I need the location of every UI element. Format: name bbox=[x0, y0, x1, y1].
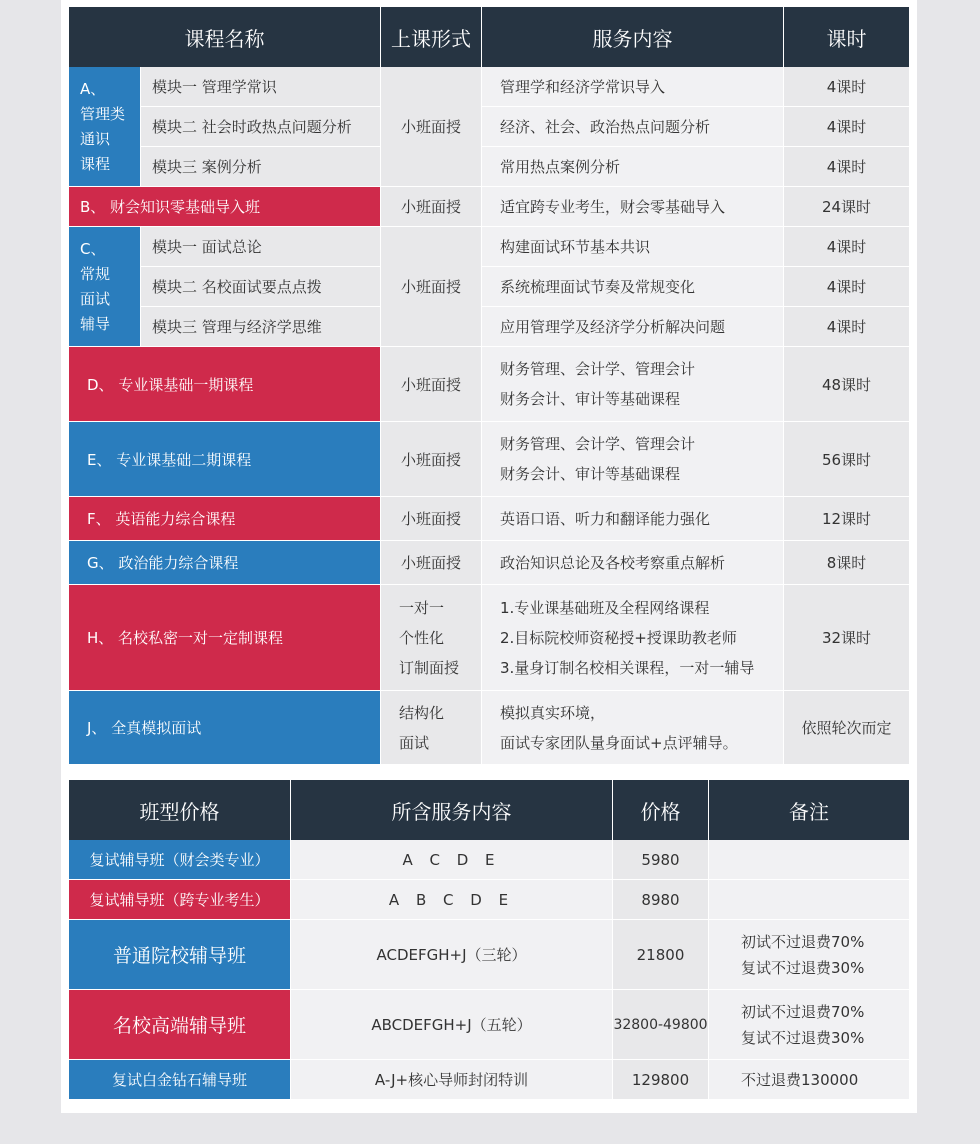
course-b-hours: 24课时 bbox=[784, 187, 909, 227]
course-e-content: 财务管理、会计学、管理会计 财务会计、审计等基础课程 bbox=[482, 422, 784, 497]
price-row-services: A B C D E bbox=[291, 880, 613, 920]
course-d-hours: 48课时 bbox=[784, 347, 909, 422]
table-row bbox=[69, 497, 909, 541]
price-row-note bbox=[709, 840, 909, 880]
price-row-price: 32800-49800 bbox=[613, 990, 709, 1060]
table-row bbox=[69, 1060, 909, 1100]
price-row-name: 名校高端辅导班 bbox=[69, 990, 291, 1060]
price-row-note bbox=[709, 880, 909, 920]
module-name: 模块三 管理与经济学思维 bbox=[141, 307, 381, 347]
course-b-label: B、 财会知识零基础导入班 bbox=[69, 187, 381, 227]
course-g-label: G、 政治能力综合课程 bbox=[69, 541, 381, 585]
table-row bbox=[69, 147, 909, 187]
table-row bbox=[69, 541, 909, 585]
table-row bbox=[69, 67, 909, 107]
price-row-price: 129800 bbox=[613, 1060, 709, 1100]
course-f-content: 英语口语、听力和翻译能力强化 bbox=[482, 497, 784, 541]
header-class-price: 班型价格 bbox=[69, 780, 291, 840]
course-f-mode: 小班面授 bbox=[381, 497, 482, 541]
module-content: 经济、社会、政治热点问题分析 bbox=[482, 107, 784, 147]
table-row bbox=[69, 422, 909, 497]
course-a-label: A、 管理类 通识 课程 bbox=[69, 67, 141, 187]
module-content: 管理学和经济学常识导入 bbox=[482, 67, 784, 107]
module-name: 模块三 案例分析 bbox=[141, 147, 381, 187]
table-row bbox=[69, 107, 909, 147]
table-row bbox=[69, 187, 909, 227]
module-hours: 4课时 bbox=[784, 307, 909, 347]
course-e-hours: 56课时 bbox=[784, 422, 909, 497]
price-row-name: 普通院校辅导班 bbox=[69, 920, 291, 990]
price-row-note: 初试不过退费70% 复试不过退费30% bbox=[709, 920, 909, 990]
price-row-note: 初试不过退费70% 复试不过退费30% bbox=[709, 990, 909, 1060]
module-name: 模块一 管理学常识 bbox=[141, 67, 381, 107]
course-h-hours: 32课时 bbox=[784, 585, 909, 691]
course-g-hours: 8课时 bbox=[784, 541, 909, 585]
course-h-mode: 一对一 个性化 订制面授 bbox=[381, 585, 482, 691]
price-table bbox=[69, 780, 909, 1100]
course-b-content: 适宜跨专业考生，财会零基础导入 bbox=[482, 187, 784, 227]
table-row bbox=[69, 880, 909, 920]
course-f-label: F、 英语能力综合课程 bbox=[69, 497, 381, 541]
course-j-label: J、 全真模拟面试 bbox=[69, 691, 381, 765]
course-table-header bbox=[69, 7, 909, 67]
price-row-services: ACDEFGH+J（三轮） bbox=[291, 920, 613, 990]
course-c-mode: 小班面授 bbox=[381, 227, 482, 347]
table-row bbox=[69, 585, 909, 691]
module-hours: 4课时 bbox=[784, 107, 909, 147]
module-content: 常用热点案例分析 bbox=[482, 147, 784, 187]
price-row-services: ABCDEFGH+J（五轮） bbox=[291, 990, 613, 1060]
header-course-name: 课程名称 bbox=[69, 7, 381, 67]
table-row bbox=[69, 347, 909, 422]
module-hours: 4课时 bbox=[784, 227, 909, 267]
price-row-services: A C D E bbox=[291, 840, 613, 880]
course-e-mode: 小班面授 bbox=[381, 422, 482, 497]
header-price: 价格 bbox=[613, 780, 709, 840]
module-content: 构建面试环节基本共识 bbox=[482, 227, 784, 267]
header-hours: 课时 bbox=[784, 7, 909, 67]
price-row-name: 复试辅导班（财会类专业） bbox=[69, 840, 291, 880]
table-row bbox=[69, 691, 909, 765]
price-row-price: 21800 bbox=[613, 920, 709, 990]
table-row bbox=[69, 307, 909, 347]
course-a-mode: 小班面授 bbox=[381, 67, 482, 187]
course-d-label: D、 专业课基础一期课程 bbox=[69, 347, 381, 422]
header-mode: 上课形式 bbox=[381, 7, 482, 67]
module-hours: 4课时 bbox=[784, 147, 909, 187]
header-note: 备注 bbox=[709, 780, 909, 840]
price-row-name: 复试辅导班（跨专业考生） bbox=[69, 880, 291, 920]
table-row bbox=[69, 920, 909, 990]
module-hours: 4课时 bbox=[784, 267, 909, 307]
table-row bbox=[69, 227, 909, 267]
price-row-note: 不过退费130000 bbox=[709, 1060, 909, 1100]
course-d-mode: 小班面授 bbox=[381, 347, 482, 422]
price-table-header bbox=[69, 780, 909, 840]
course-j-hours: 依照轮次而定 bbox=[784, 691, 909, 765]
price-row-services: A-J+核心导师封闭特训 bbox=[291, 1060, 613, 1100]
table-row bbox=[69, 990, 909, 1060]
table-row bbox=[69, 840, 909, 880]
course-b-mode: 小班面授 bbox=[381, 187, 482, 227]
price-row-price: 5980 bbox=[613, 840, 709, 880]
price-row-name: 复试白金钻石辅导班 bbox=[69, 1060, 291, 1100]
course-j-mode: 结构化 面试 bbox=[381, 691, 482, 765]
header-content: 服务内容 bbox=[482, 7, 784, 67]
course-g-content: 政治知识总论及各校考察重点解析 bbox=[482, 541, 784, 585]
price-row-price: 8980 bbox=[613, 880, 709, 920]
header-services: 所含服务内容 bbox=[291, 780, 613, 840]
course-j-content: 模拟真实环境， 面试专家团队量身面试+点评辅导。 bbox=[482, 691, 784, 765]
module-content: 系统梳理面试节奏及常规变化 bbox=[482, 267, 784, 307]
course-e-label: E、 专业课基础二期课程 bbox=[69, 422, 381, 497]
course-g-mode: 小班面授 bbox=[381, 541, 482, 585]
course-f-hours: 12课时 bbox=[784, 497, 909, 541]
module-hours: 4课时 bbox=[784, 67, 909, 107]
module-name: 模块一 面试总论 bbox=[141, 227, 381, 267]
course-d-content: 财务管理、会计学、管理会计 财务会计、审计等基础课程 bbox=[482, 347, 784, 422]
table-row bbox=[69, 267, 909, 307]
module-content: 应用管理学及经济学分析解决问题 bbox=[482, 307, 784, 347]
course-h-label: H、 名校私密一对一定制课程 bbox=[69, 585, 381, 691]
course-h-content: 1.专业课基础班及全程网络课程 2.目标院校师资秘授+授课助教老师 3.量身订制名校相关课程，一对一辅导 bbox=[482, 585, 784, 691]
module-name: 模块二 名校面试要点点拨 bbox=[141, 267, 381, 307]
course-c-label: C、 常规 面试 辅导 bbox=[69, 227, 141, 347]
module-name: 模块二 社会时政热点问题分析 bbox=[141, 107, 381, 147]
course-table bbox=[69, 7, 909, 765]
